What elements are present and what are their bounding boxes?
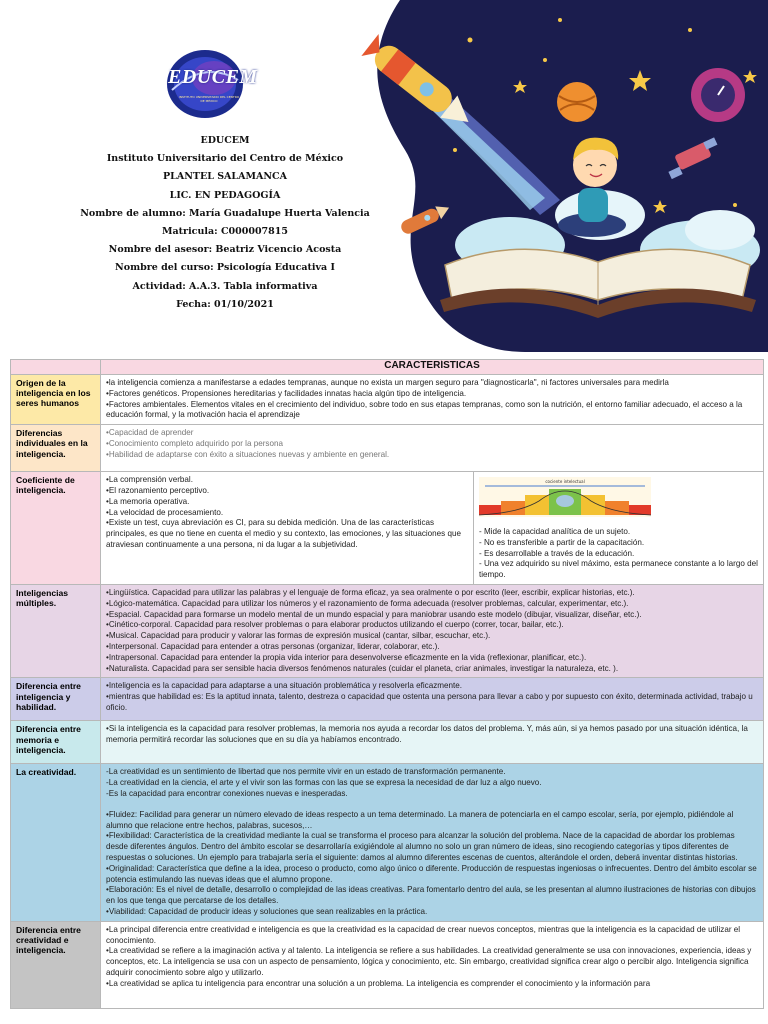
list-item: - Es desarrollable a través de la educación.	[479, 548, 635, 558]
list-item: •La creatividad se refiere a la imaginación activa y al talento. La inteligencia se refiere a sus habilidades. La creatividad generalmente se usa con innovaciones, experiencia, ideas y conceptos, etc. La inteligencia se usa con un aspecto de pensamiento, lógica y conocimiento, etc. Sin embargo, creatividad significa crear algo o percibir algo. Inteligencia significa adquirir conocimiento sobre algo y utilizarlo.	[106, 946, 752, 977]
row-label: La creatividad.	[11, 764, 101, 921]
logo-subtext: INSTITUTO UNIVERSITARIO DEL CENTRO DE MÉXICO	[178, 95, 240, 103]
row-label: Inteligencias múltiples.	[11, 584, 101, 677]
row-content	[101, 921, 764, 1008]
campus: PLANTEL SALAMANCA	[163, 171, 287, 183]
row-label: Diferencia entre creatividad e inteligencia.	[11, 921, 101, 1008]
table-header-title: CARACTERÍSTICAS	[101, 360, 764, 375]
list-item: •Conocimiento completo adquirido por la persona	[106, 438, 283, 448]
list-item: •Factores genéticos. Propensiones hereditarias y facilidades innatas hacia algún tipo de inteligencia.	[106, 388, 467, 398]
list-item: •La comprensión verbal.	[106, 475, 193, 485]
list-item: •La creatividad se aplica tu inteligencia para encontrar una solución a un problema. La inteligencia es comprender el conocimiento y la información para	[106, 978, 651, 988]
list-item: •Espacial. Capacidad para formarse un modelo mental de un mundo espacial y para maniobrar usando este modelo (dibujar, visualizar, diseñar, etc.).	[106, 609, 642, 619]
row-label: Diferencia entre memoria e inteligencia.	[11, 721, 101, 764]
row-content	[101, 425, 764, 472]
list-item: •Cinético-corporal. Capacidad para resolver problemas o para elaborar productos utilizando el cuerpo (correr, tocar, bailar, etc.).	[106, 620, 564, 630]
list-item: •Habilidad de adaptarse con éxito a situaciones nuevas y ambiente en general.	[106, 449, 390, 459]
list-item: - Mide la capacidad analítica de un sujeto.	[479, 526, 631, 536]
logo-text: EDUCEM	[168, 66, 258, 88]
table-row	[11, 425, 764, 472]
row-label: Diferencia entre inteligencia y habilidad.	[11, 678, 101, 721]
row-content	[101, 375, 764, 425]
table-row	[11, 721, 764, 764]
list-item: •Lingüística. Capacidad para utilizar las palabras y el lenguaje de forma eficaz, ya sea oralmente o por escrito (leer, escribir, explicar historias, etc.).	[106, 587, 635, 597]
cloud	[685, 210, 755, 250]
list-item: •Intrapersonal. Capacidad para entender la propia vida interior para desenvolverse eficazmente en la vida (reflexionar, planificar, etc.).	[106, 652, 587, 662]
list-item: - No es transferible a partir de la capacitación.	[479, 537, 645, 547]
list-item: •mientras que habilidad es: Es la aptitud innata, talento, destreza o capacidad que ostenta una persona para llevar a cabo y por supuesto con éxito, determinada actividad, trabajo u oficio.	[106, 692, 753, 712]
list-item: •La memoria operativa.	[106, 496, 190, 506]
iq-side-panel	[474, 472, 764, 585]
iq-bell-curve-image	[479, 477, 651, 517]
list-item: •Originalidad: Característica que define a la idea, proceso o producto, como algo único o diferente. Producción de respuestas ingeniosas o infrecuentes. Dentro del ámbito escolar se potencia estimulando las nuevas ideas que el alumno propone.	[106, 863, 757, 884]
list-item: •Elaboración: Es el nivel de detalle, desarrollo o complejidad de las ideas creativas. Para fomentarlo dentro del aula, se les presentan al alumno ilustraciones de historias con dibujos en los que tenga que percatarse de los detalles.	[106, 885, 756, 906]
list-item: •Existe un test, cuya abreviación es CI, para su debida medición. Una de las características principales, es que no tiene en cuenta el medio y su contexto, las emociones, y las situaciones que atraviesan continuamente a una persona, ni da lugar a la subjetividad.	[106, 518, 461, 549]
table-row	[11, 472, 764, 585]
table-row	[11, 584, 764, 677]
child-body	[578, 188, 608, 222]
list-item: •Musical. Capacidad para producir y valorar las formas de expresión musical (cantar, silbar, escuchar, etc.).	[106, 631, 491, 641]
list-item: •Naturalista. Capacidad para ser sensible hacia diversos fenómenos naturales (cuidar el planeta, criar animales, investigar la naturaleza, etc. ).	[106, 663, 619, 673]
student-id: Matricula: C000007815	[162, 226, 288, 238]
list-item: -La creatividad es un sentimiento de libertad que nos permite vivir en un estado de transformación permanente.	[106, 767, 506, 777]
list-item: -Es la capacidad para encontrar conexiones nuevas e inesperadas.	[106, 788, 348, 798]
table-row	[11, 375, 764, 425]
row-content	[101, 472, 474, 585]
list-item: •Factores ambientales. Elementos vitales en el crecimiento del individuo, sobre todo en sus etapas tempranas, como son la nutrición, el entorno familiar adecuado, el acceso a la educación formal, y la motivación hacia el aprendizaje	[106, 399, 743, 420]
student-name: Nombre de alumno: María Guadalupe Huerta Valencia	[80, 207, 370, 219]
institution-name: Instituto Universitario del Centro de México	[106, 153, 344, 165]
characteristics-table	[10, 359, 764, 1009]
list-item: •Si la inteligencia es la capacidad para resolver problemas, la memoria nos ayuda a recordar los datos del problema. Y, más aún, si ya hemos pasado por una situación idéntica, la memoria permitirá recordar las soluciones que en su día ya habíamos encontrado.	[106, 724, 748, 745]
list-item: -La creatividad en la ciencia, el arte y el vivir son las formas con las que se expresa la necesidad de dar luz a algo nuevo.	[106, 778, 542, 788]
table-row	[11, 678, 764, 721]
activity: Actividad: A.A.3. Tabla informativa	[132, 280, 318, 292]
list-item: •Interpersonal. Capacidad para entender a otras personas (organizar, liderar, colaborar, etc.).	[106, 641, 440, 651]
list-item: •Inteligencia es la capacidad para adaptarse a una situación problemática y resolverla eficazmente.	[106, 681, 463, 691]
list-item: •El razonamiento perceptivo.	[106, 485, 210, 495]
list-item: •La velocidad de procesamiento.	[106, 507, 224, 517]
list-item: •Fluidez: Facilidad para generar un número elevado de ideas respecto a un tema determinado. La manera de potenciarla en el campo escolar, sería, por ejemplo, pidiéndole al alumno que relacione entre hechos, palabras, sucesos,…	[106, 809, 734, 830]
row-content	[101, 764, 764, 921]
course-name: Nombre del curso: Psicología Educativa I	[115, 262, 335, 274]
row-label: Diferencias individuales en la inteligencia.	[11, 425, 101, 472]
row-label: Origen de la inteligencia en los seres humanos	[11, 375, 101, 425]
table-row	[11, 921, 764, 1008]
date: Fecha: 01/10/2021	[176, 298, 274, 310]
row-content	[101, 584, 764, 677]
list-item: •Viabilidad: Capacidad de producir ideas y soluciones que sean realizables en la práctica.	[106, 906, 428, 916]
table-header-row	[11, 360, 764, 375]
advisor-name: Nombre del asesor: Beatriz Vicencio Acosta	[108, 244, 342, 256]
row-content	[101, 721, 764, 764]
list-item: •La principal diferencia entre creatividad e inteligencia es que la creatividad es la capacidad de crear nuevos conceptos, mientras que la inteligencia es la capacidad de utilizar el conocimiento.	[106, 924, 741, 945]
list-item: - Una vez adquirido su nivel máximo, esta permanece constante a lo largo del tiempo.	[479, 559, 758, 580]
list-item: •Lógico-matemática. Capacidad para utilizar los números y el razonamiento de forma adecuada (resolver problemas, calcular, experimentar, etc.).	[106, 598, 629, 608]
degree: LIC. EN PEDAGOGÍA	[169, 189, 281, 201]
list-item: •Capacidad de aprender	[106, 428, 194, 438]
row-label: Coeficiente de inteligencia.	[11, 472, 101, 585]
list-item: •Flexibilidad: Característica de la creatividad mediante la cual se transforma el proceso para alcanzar la solución del problema. Nace de la capacidad de abordar los problemas desde diferentes ángulos. Dentro del ámbito escolar se desarrollaría exigiéndole al alumno no solo un gran número de ideas, sino recogiendo categorías y tipos diferentes de respuestas o soluciones. Un ejemplo para trabajarla sería el siguiente: damos al alumno diferentes escenas de cuentos, alterándole el orden, deberá inventar distintas historias.	[106, 831, 738, 862]
list-item: •la inteligencia comienza a manifestarse a edades tempranas, aunque no exista un margen seguro para "diagnosticarla", ni factores universales para medirla	[106, 378, 669, 387]
cover-info-block	[40, 132, 410, 314]
table-row	[11, 764, 764, 921]
institution-short-name: EDUCEM	[200, 135, 250, 146]
bell-curve-title: cociente intelectual	[545, 479, 585, 485]
cover-page	[0, 0, 768, 352]
row-content	[101, 678, 764, 721]
